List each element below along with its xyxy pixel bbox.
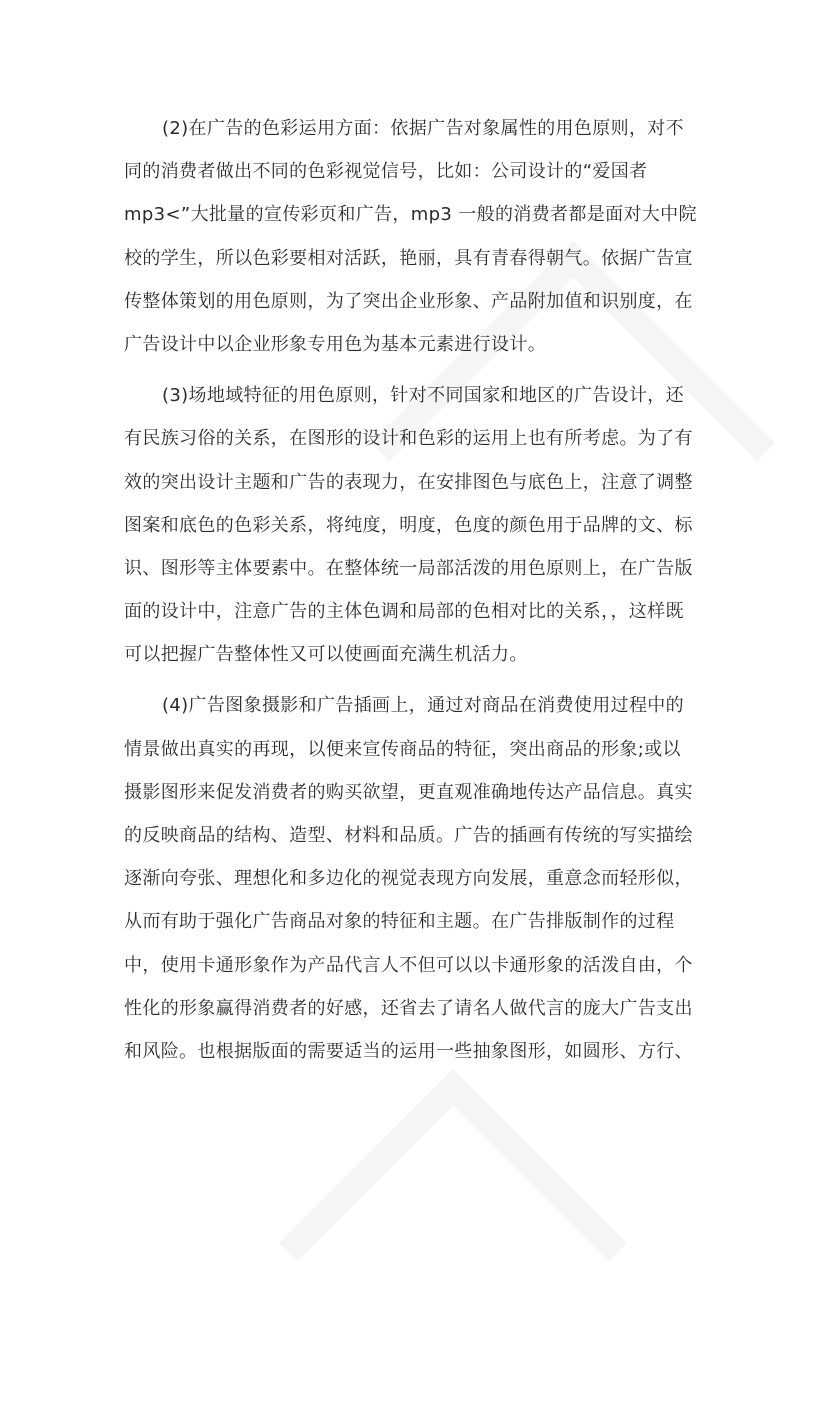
text-line: 可以把握广告整体性又可以使画面充满生机活力。 bbox=[124, 644, 528, 666]
text-line: 图案和底色的色彩关系，将纯度，明度，色度的颜色用于品牌的文、标 bbox=[124, 514, 693, 536]
text-line: 面的设计中，注意广告的主体色调和局部的色相对比的关系，，这样既 bbox=[124, 601, 684, 623]
text-line: 有民族习俗的关系，在图形的设计和色彩的运用上也有所考虑。为了有 bbox=[124, 428, 693, 450]
text-line: 识、图形等主体要素中。在整体统一局部活泼的用色原则上，在广告版 bbox=[124, 557, 693, 579]
text-line: 和风险。也根据版面的需要适当的运用一些抽象图形，如圆形、方行、 bbox=[124, 1040, 693, 1062]
watermark-shape-bottom bbox=[279, 1069, 627, 1417]
text-line: 从而有助于强化广告商品对象的特征和主题。在广告排版制作的过程 bbox=[124, 911, 675, 933]
paragraph-2 bbox=[124, 107, 704, 366]
text-line: 摄影图形来促发消费者的购买欲望，更直观准确地传达产品信息。真实 bbox=[124, 781, 693, 803]
text-line: mp3<”大批量的宣传彩页和广告，mp3 一般的消费者都是面对大中院 bbox=[124, 204, 697, 226]
text-line: 同的消费者做出不同的色彩视觉信号，比如：公司设计的“爱国者 bbox=[124, 161, 648, 183]
text-line: 性化的形象赢得消费者的好感，还省去了请名人做代言的庞大广告支出 bbox=[124, 997, 693, 1019]
text-line: 校的学生，所以色彩要相对活跃，艳丽，具有青春得朝气。依据广告宣 bbox=[124, 247, 693, 269]
text-line: (2)在广告的色彩运用方面：依据广告对象属性的用色原则，对不 bbox=[162, 118, 684, 139]
text-line: (4)广告图象摄影和广告插画上，通过对商品在消费使用过程中的 bbox=[162, 695, 684, 717]
text-line: 效的突出设计主题和广告的表现力，在安排图色与底色上，注意了调整 bbox=[124, 471, 693, 493]
text-line: 传整体策划的用色原则，为了突出企业形象、产品附加值和识别度，在 bbox=[124, 290, 693, 312]
text-line: 逐渐向夸张、理想化和多边化的视觉表现方向发展，重意念而轻形似， bbox=[124, 868, 693, 890]
paragraph-4 bbox=[124, 684, 704, 1073]
text-line: 的反映商品的结构、造型、材料和品质。广告的插画有传统的写实描绘 bbox=[124, 825, 693, 846]
text-line: 情景做出真实的再现，以便来宣传商品的特征，突出商品的形象;或以 bbox=[124, 738, 681, 760]
paragraph-3 bbox=[124, 374, 704, 676]
text-line: 广告设计中以企业形象专用色为基本元素进行设计。 bbox=[124, 333, 547, 355]
document-page bbox=[124, 107, 704, 1073]
text-line: 中，使用卡通形象作为产品代言人不但可以以卡通形象的活泼自由，个 bbox=[124, 954, 693, 976]
text-line: (3)场地域特征的用色原则，针对不同国家和地区的广告设计，还 bbox=[162, 385, 684, 407]
